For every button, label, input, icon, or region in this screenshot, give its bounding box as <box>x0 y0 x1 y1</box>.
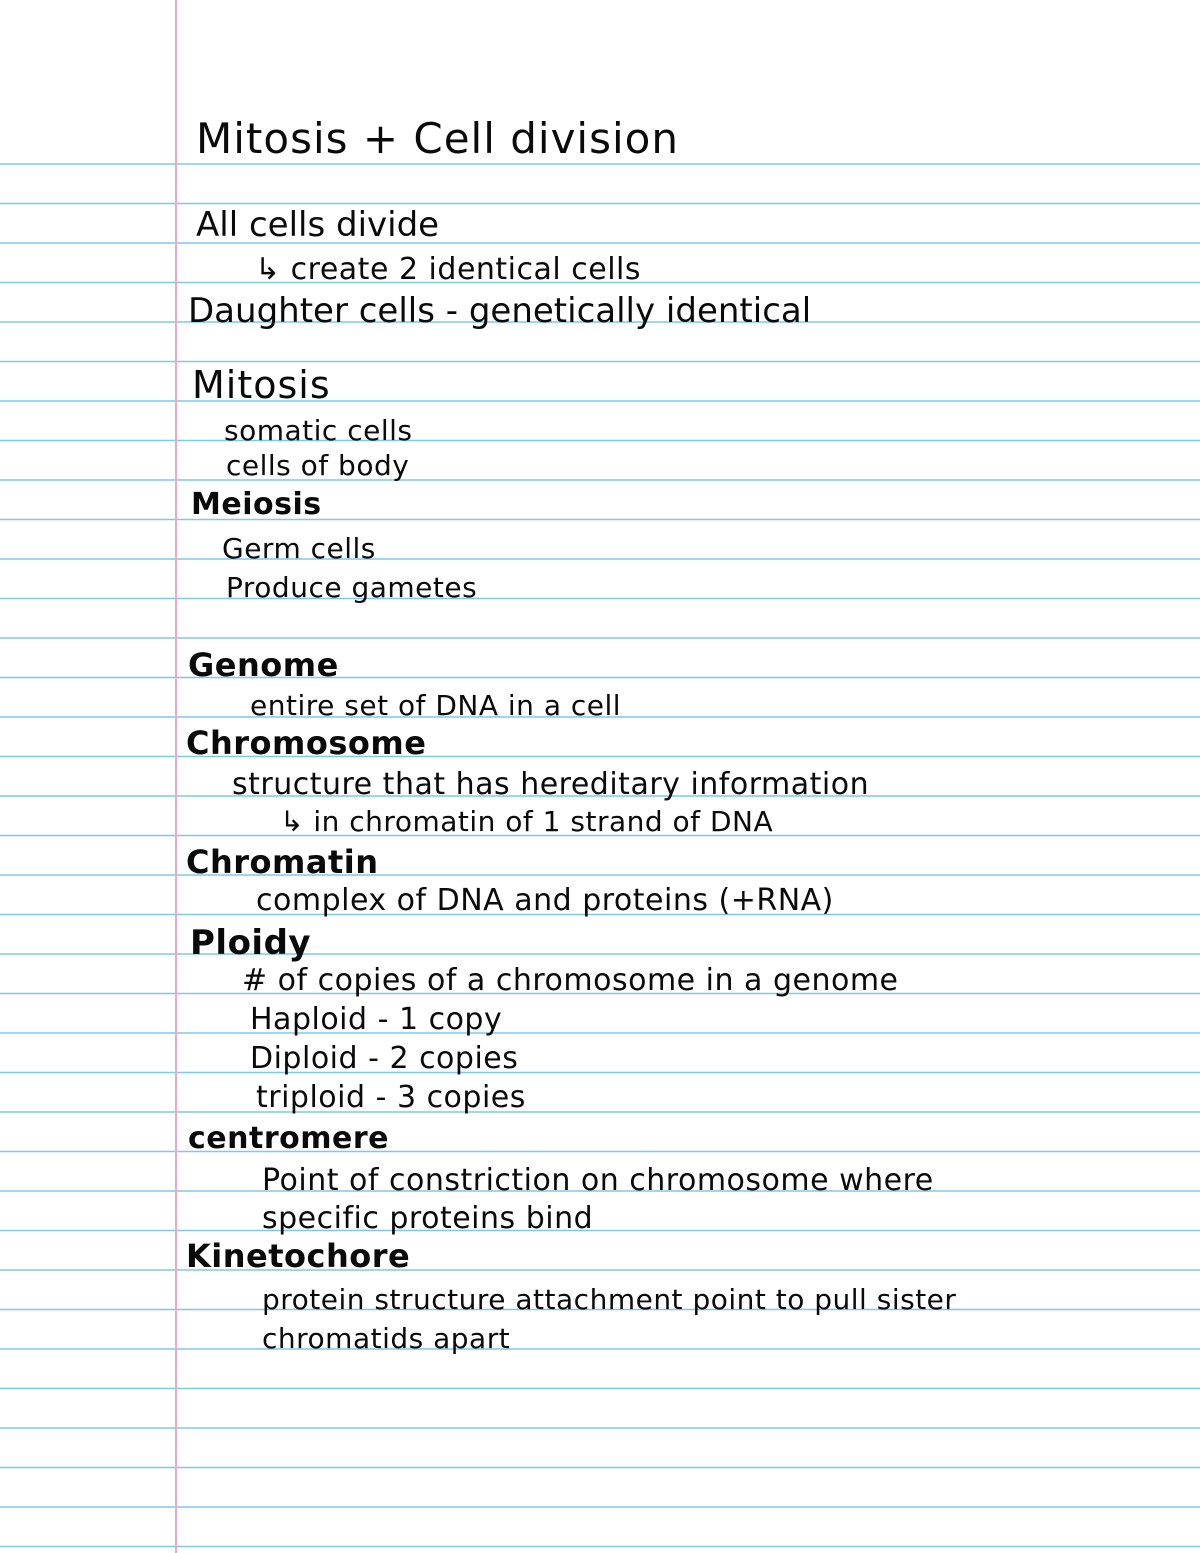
centromere-line-2: specific proteins bind <box>262 1201 594 1236</box>
kinetochore-line-2: chromatids apart <box>262 1322 511 1355</box>
mitosis-item-1: somatic cells <box>224 414 413 447</box>
centromere-line-1: Point of constriction on chromosome where <box>262 1163 934 1198</box>
intro-line-2: ↳ create 2 identical cells <box>255 252 642 287</box>
mitosis-heading: Mitosis <box>192 363 331 407</box>
intro-line-3: Daughter cells - genetically identical <box>188 291 812 331</box>
ploidy-item-diploid: Diploid - 2 copies <box>250 1041 519 1076</box>
kinetochore-line-1: protein structure attachment point to pull sister <box>262 1283 957 1316</box>
chromatin-heading: Chromatin <box>186 843 379 881</box>
chromatin-definition: complex of DNA and proteins (+RNA) <box>256 883 834 918</box>
meiosis-item-2: Produce gametes <box>226 571 478 604</box>
mitosis-item-2: cells of body <box>226 449 410 482</box>
meiosis-heading: Meiosis <box>191 487 322 522</box>
chromosome-note: ↳ in chromatin of 1 strand of DNA <box>280 805 774 838</box>
intro-line-1: All cells divide <box>196 205 440 245</box>
chromosome-definition: structure that has hereditary information <box>232 767 870 802</box>
margin-line <box>175 0 177 1553</box>
ploidy-heading: Ploidy <box>190 923 312 963</box>
page-title: Mitosis + Cell division <box>196 114 679 163</box>
chromosome-heading: Chromosome <box>186 724 427 762</box>
meiosis-item-1: Germ cells <box>222 532 376 565</box>
centromere-heading: centromere <box>188 1121 389 1156</box>
genome-definition: entire set of DNA in a cell <box>250 689 622 722</box>
ploidy-item-haploid: Haploid - 1 copy <box>250 1002 503 1037</box>
ploidy-item-triploid: triploid - 3 copies <box>256 1080 526 1115</box>
ploidy-definition: # of copies of a chromosome in a genome <box>242 963 899 998</box>
kinetochore-heading: Kinetochore <box>186 1237 411 1275</box>
genome-heading: Genome <box>188 646 339 684</box>
